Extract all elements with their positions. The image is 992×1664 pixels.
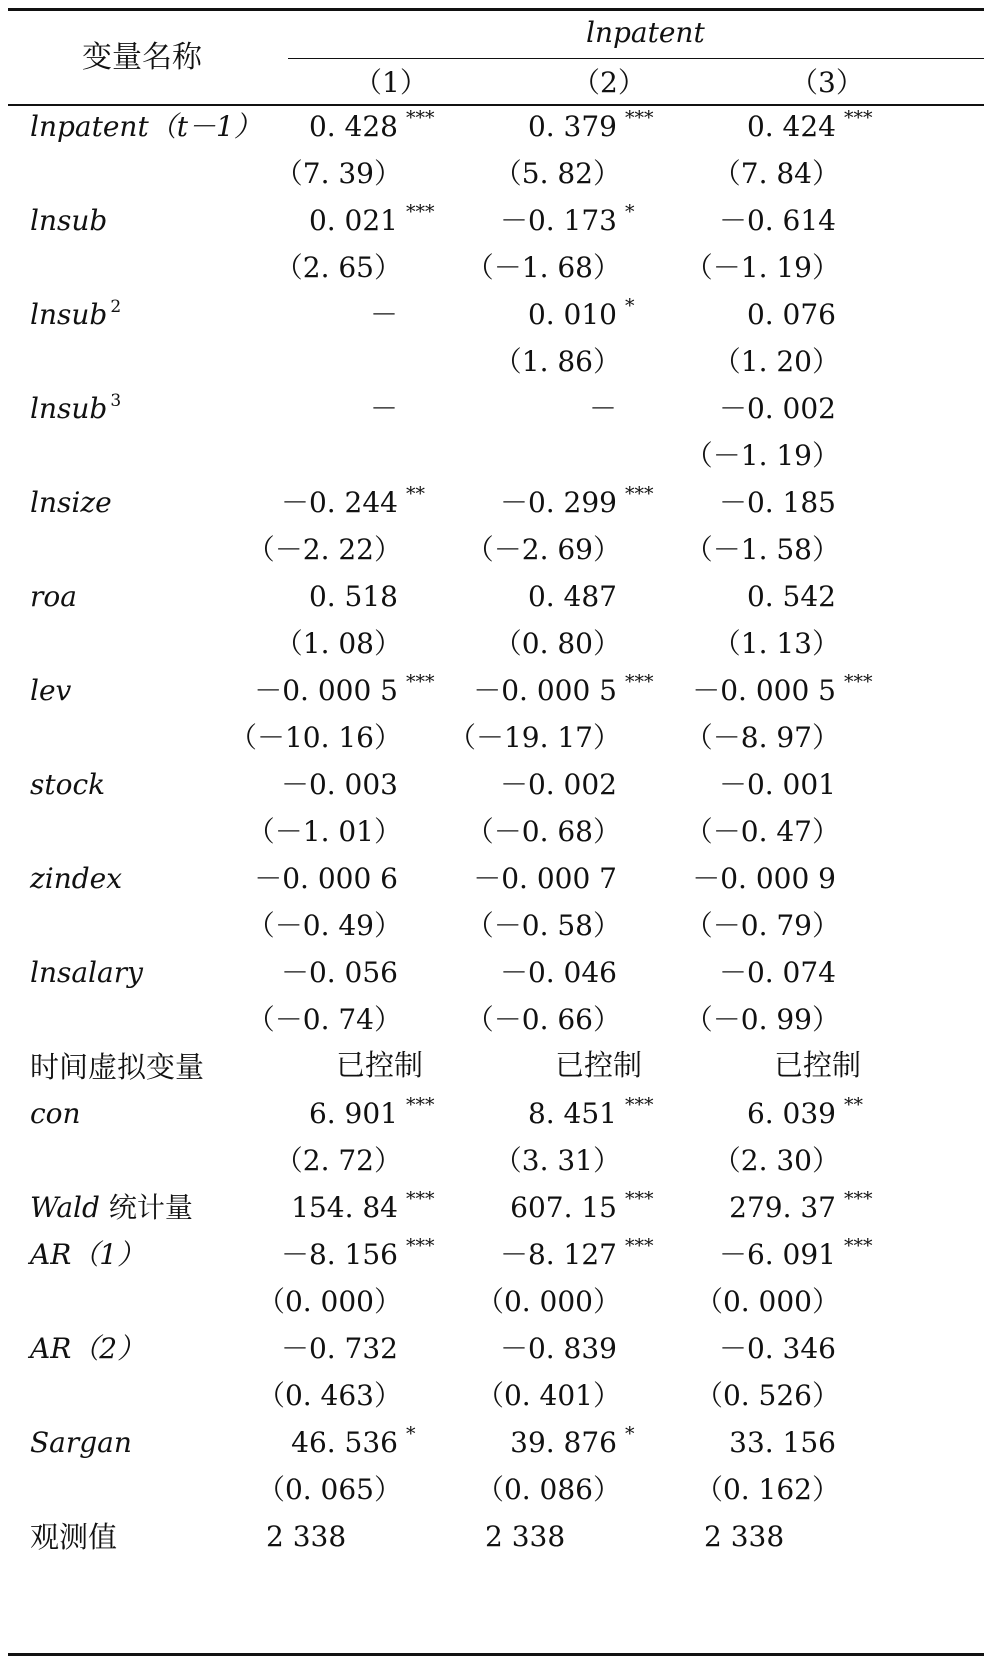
t-statistic-cell: （1. 20） bbox=[712, 345, 840, 378]
significance-stars: *** bbox=[406, 1235, 435, 1257]
coefficient-cell: 279. 37 bbox=[729, 1191, 836, 1224]
coefficient-cell: 607. 15 bbox=[510, 1191, 617, 1224]
header-bottom-rule bbox=[8, 104, 984, 106]
t-statistic-cell: （1. 86） bbox=[493, 345, 621, 378]
t-statistic-cell: （1. 13） bbox=[712, 627, 840, 660]
coefficient-cell: 46. 536 bbox=[291, 1426, 398, 1459]
coefficient-cell: 33. 156 bbox=[729, 1426, 836, 1459]
t-statistic-cell: （－0. 68） bbox=[465, 815, 621, 848]
significance-stars: * bbox=[406, 1423, 416, 1445]
control-cell: 已控制 bbox=[555, 1048, 643, 1082]
t-statistic-cell: （0. 000） bbox=[694, 1285, 840, 1318]
row-label: lnpatent（t－1） bbox=[30, 110, 262, 143]
significance-stars: *** bbox=[625, 1094, 654, 1116]
observation-cell: 2 338 bbox=[485, 1520, 566, 1553]
coefficient-cell: －8. 127 bbox=[499, 1238, 617, 1271]
t-statistic-cell: （－1. 19） bbox=[684, 251, 840, 284]
row-label: AR（2） bbox=[30, 1332, 146, 1365]
table-top-rule bbox=[8, 8, 984, 11]
t-statistic-cell: （0. 162） bbox=[694, 1473, 840, 1506]
row-label: Sargan bbox=[30, 1426, 132, 1459]
header-sub-rule bbox=[288, 58, 984, 59]
significance-stars: ** bbox=[406, 483, 425, 505]
coefficient-cell: 0. 542 bbox=[746, 580, 836, 613]
t-statistic-cell: （－10. 16） bbox=[228, 721, 402, 754]
observation-cell: 2 338 bbox=[704, 1520, 785, 1553]
significance-stars: *** bbox=[625, 107, 654, 129]
column-header-3: （3） bbox=[790, 66, 864, 99]
t-statistic-cell: （－0. 99） bbox=[684, 1003, 840, 1036]
coefficient-cell: 8. 451 bbox=[527, 1097, 617, 1130]
coefficient-cell: －0. 003 bbox=[280, 768, 398, 801]
coefficient-cell: － bbox=[369, 298, 398, 331]
coefficient-cell: －0. 346 bbox=[718, 1332, 836, 1365]
observation-cell: 2 338 bbox=[266, 1520, 347, 1553]
row-label: zindex bbox=[30, 862, 123, 895]
control-cell: 已控制 bbox=[336, 1048, 424, 1082]
coefficient-cell: －0. 000 7 bbox=[473, 862, 617, 895]
significance-stars: * bbox=[625, 201, 635, 223]
significance-stars: *** bbox=[625, 1188, 654, 1210]
row-label: lnsub $^2$ bbox=[30, 297, 122, 331]
row-label: 时间虚拟变量 bbox=[30, 1050, 205, 1084]
t-statistic-cell: （－0. 74） bbox=[246, 1003, 402, 1036]
t-statistic-cell: （－1. 58） bbox=[684, 533, 840, 566]
row-label: lnsize bbox=[30, 486, 112, 519]
coefficient-cell: －0. 001 bbox=[718, 768, 836, 801]
t-statistic-cell: （－0. 49） bbox=[246, 909, 402, 942]
t-statistic-cell: （2. 72） bbox=[274, 1144, 402, 1177]
significance-stars: *** bbox=[625, 1235, 654, 1257]
coefficient-cell: 6. 901 bbox=[308, 1097, 398, 1130]
t-statistic-cell: （－0. 58） bbox=[465, 909, 621, 942]
row-label: roa bbox=[30, 580, 77, 613]
coefficient-cell: －0. 046 bbox=[499, 956, 617, 989]
t-statistic-cell: （－1. 19） bbox=[684, 439, 840, 472]
label-superscript: 2 bbox=[110, 297, 122, 317]
coefficient-cell: 0. 487 bbox=[527, 580, 617, 613]
coefficient-cell: 0. 379 bbox=[527, 110, 617, 143]
t-statistic-cell: （－2. 22） bbox=[246, 533, 402, 566]
coefficient-cell: 0. 428 bbox=[308, 110, 398, 143]
t-statistic-cell: （1. 08） bbox=[274, 627, 402, 660]
coefficient-cell: 154. 84 bbox=[291, 1191, 398, 1224]
t-statistic-cell: （3. 31） bbox=[493, 1144, 621, 1177]
label-superscript: 3 bbox=[110, 391, 122, 411]
column-header-2: （2） bbox=[572, 66, 646, 99]
coefficient-cell: －0. 244 bbox=[280, 486, 398, 519]
t-statistic-cell: （2. 65） bbox=[274, 251, 402, 284]
coefficient-cell: － bbox=[588, 392, 617, 425]
coefficient-cell: 0. 010 bbox=[527, 298, 617, 331]
coefficient-cell: 0. 076 bbox=[746, 298, 836, 331]
coefficient-cell: 39. 876 bbox=[510, 1426, 617, 1459]
coefficient-cell: －0. 000 9 bbox=[692, 862, 836, 895]
coefficient-cell: －0. 299 bbox=[499, 486, 617, 519]
t-statistic-cell: （－0. 66） bbox=[465, 1003, 621, 1036]
t-statistic-cell: （2. 30） bbox=[712, 1144, 840, 1177]
column-header-1: （1） bbox=[354, 66, 428, 99]
dependent-variable-header: lnpatent bbox=[586, 16, 705, 49]
coefficient-cell: 0. 021 bbox=[308, 204, 398, 237]
coefficient-cell: 0. 424 bbox=[746, 110, 836, 143]
t-statistic-cell: （－8. 97） bbox=[684, 721, 840, 754]
t-statistic-cell: （0. 000） bbox=[256, 1285, 402, 1318]
row-label: Wald 统计量 bbox=[30, 1191, 193, 1224]
significance-stars: *** bbox=[844, 1235, 873, 1257]
t-statistic-cell: （－1. 01） bbox=[246, 815, 402, 848]
row-label: lev bbox=[30, 674, 72, 707]
significance-stars: * bbox=[625, 295, 635, 317]
t-statistic-cell: （－2. 69） bbox=[465, 533, 621, 566]
control-cell: 已控制 bbox=[774, 1048, 862, 1082]
t-statistic-cell: （5. 82） bbox=[493, 157, 621, 190]
coefficient-cell: －0. 732 bbox=[280, 1332, 398, 1365]
significance-stars: *** bbox=[625, 483, 654, 505]
significance-stars: *** bbox=[406, 1188, 435, 1210]
significance-stars: *** bbox=[625, 671, 654, 693]
coefficient-cell: －0. 000 6 bbox=[254, 862, 398, 895]
row-label: AR（1） bbox=[30, 1238, 146, 1271]
coefficient-cell: －0. 074 bbox=[718, 956, 836, 989]
coefficient-cell: －0. 002 bbox=[718, 392, 836, 425]
row-label: lnsub $^3$ bbox=[30, 391, 122, 425]
coefficient-cell: －8. 156 bbox=[280, 1238, 398, 1271]
significance-stars: *** bbox=[406, 671, 435, 693]
t-statistic-cell: （0. 000） bbox=[475, 1285, 621, 1318]
t-statistic-cell: （0. 80） bbox=[493, 627, 621, 660]
significance-stars: * bbox=[625, 1423, 635, 1445]
t-statistic-cell: （0. 463） bbox=[256, 1379, 402, 1412]
row-label: con bbox=[30, 1097, 81, 1130]
coefficient-cell: 6. 039 bbox=[746, 1097, 836, 1130]
t-statistic-cell: （－0. 79） bbox=[684, 909, 840, 942]
table-bottom-rule bbox=[8, 1653, 984, 1656]
significance-stars: *** bbox=[406, 107, 435, 129]
row-label: stock bbox=[30, 768, 106, 801]
coefficient-cell: －6. 091 bbox=[718, 1238, 836, 1271]
significance-stars: *** bbox=[844, 671, 873, 693]
t-statistic-cell: （7. 84） bbox=[712, 157, 840, 190]
significance-stars: *** bbox=[844, 1188, 873, 1210]
t-statistic-cell: （0. 065） bbox=[256, 1473, 402, 1506]
significance-stars: ** bbox=[844, 1094, 863, 1116]
row-label: lnsalary bbox=[30, 956, 143, 989]
coefficient-cell: －0. 000 5 bbox=[254, 674, 398, 707]
coefficient-cell: －0. 056 bbox=[280, 956, 398, 989]
coefficient-cell: －0. 000 5 bbox=[473, 674, 617, 707]
variable-name-header: 变量名称 bbox=[82, 40, 202, 75]
coefficient-cell: －0. 002 bbox=[499, 768, 617, 801]
t-statistic-cell: （－0. 47） bbox=[684, 815, 840, 848]
t-statistic-cell: （7. 39） bbox=[274, 157, 402, 190]
coefficient-cell: －0. 185 bbox=[718, 486, 836, 519]
significance-stars: *** bbox=[406, 201, 435, 223]
row-label: lnsub bbox=[30, 204, 108, 237]
t-statistic-cell: （0. 086） bbox=[475, 1473, 621, 1506]
significance-stars: *** bbox=[406, 1094, 435, 1116]
coefficient-cell: －0. 839 bbox=[499, 1332, 617, 1365]
row-label: 观测值 bbox=[30, 1520, 118, 1554]
coefficient-cell: －0. 173 bbox=[499, 204, 617, 237]
significance-stars: *** bbox=[844, 107, 873, 129]
t-statistic-cell: （－19. 17） bbox=[447, 721, 621, 754]
coefficient-cell: －0. 000 5 bbox=[692, 674, 836, 707]
coefficient-cell: －0. 614 bbox=[718, 204, 836, 237]
t-statistic-cell: （－1. 68） bbox=[465, 251, 621, 284]
coefficient-cell: 0. 518 bbox=[308, 580, 398, 613]
t-statistic-cell: （0. 401） bbox=[475, 1379, 621, 1412]
t-statistic-cell: （0. 526） bbox=[694, 1379, 840, 1412]
coefficient-cell: － bbox=[369, 392, 398, 425]
